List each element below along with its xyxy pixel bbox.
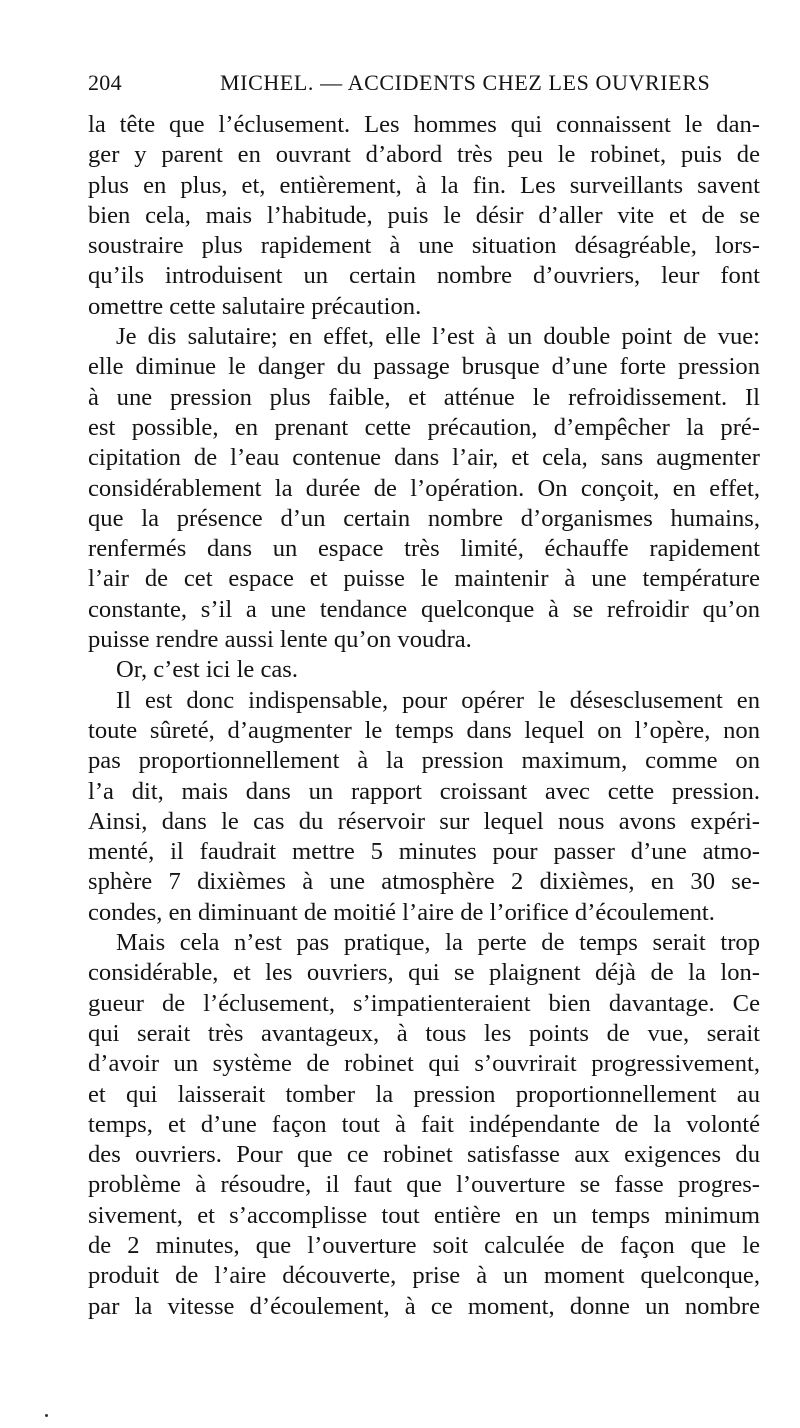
text-line: que la présence d’un certain nombre d’organismes humains,: [88, 504, 760, 532]
text-line: soustraire plus rapidement à une situation désagréable, lors-: [88, 232, 760, 260]
paragraph-first-line: Il est donc indispensable, pour opérer le désesclusement en: [116, 686, 760, 714]
text-line: l’air de cet espace et puisse le maintenir à une température: [88, 565, 760, 593]
text-line: menté, il faudrait mettre 5 minutes pour passer d’une atmo-: [88, 838, 760, 866]
text-line: à une pression plus faible, et atténue le refroidissement. Il: [88, 383, 760, 411]
text-line: plus en plus, et, entièrement, à la fin. Les surveillants savent: [88, 171, 760, 199]
text-line: sphère 7 dixièmes à une atmosphère 2 dixièmes, en 30 se-: [88, 868, 760, 896]
text-line: considérablement la durée de l’opération. On conçoit, en effet,: [88, 474, 760, 502]
text-line: des ouvriers. Pour que ce robinet satisfasse aux exigences du: [88, 1141, 760, 1169]
text-line: temps, et d’une façon tout à fait indépendante de la volonté: [88, 1110, 760, 1138]
text-line: elle diminue le danger du passage brusque d’une forte pression: [88, 353, 760, 381]
text-line: cipitation de l’eau contenue dans l’air, et cela, sans augmenter: [88, 444, 760, 472]
text-line: l’a dit, mais dans un rapport croissant avec cette pression.: [88, 777, 760, 805]
text-line: de 2 minutes, que l’ouverture soit calculée de façon que le: [88, 1231, 760, 1259]
running-title: MICHEL. — ACCIDENTS CHEZ LES OUVRIERS: [220, 70, 711, 95]
text-line: qu’ils introduisent un certain nombre d’ouvriers, leur font: [88, 262, 760, 290]
running-head: [88, 70, 760, 104]
text-line: bien cela, mais l’habitude, puis le désir d’aller vite et de se: [88, 201, 760, 229]
text-line: problème à résoudre, il faut que l’ouverture se fasse progres-: [88, 1171, 760, 1199]
text-line: Ainsi, dans le cas du réservoir sur lequel nous avons expéri-: [88, 807, 760, 835]
paragraph-first-line: Mais cela n’est pas pratique, la perte de temps serait trop: [116, 929, 760, 957]
text-line: est possible, en prenant cette précaution, d’empêcher la pré-: [88, 413, 760, 441]
text-line: renfermés dans un espace très limité, échauffe rapidement: [88, 535, 760, 563]
text-line: omettre cette salutaire précaution.: [88, 292, 422, 320]
text-line: considérable, et les ouvriers, qui se plaignent déjà de la lon-: [88, 959, 760, 987]
text-line: toute sûreté, d’augmenter le temps dans lequel on l’opère, non: [88, 716, 760, 744]
text-line: condes, en diminuant de moitié l’aire de l’orifice d’écoulement.: [88, 898, 715, 926]
text-line: ger y parent en ouvrant d’abord très peu le robinet, puis de: [88, 141, 760, 169]
text-line: pas proportionnellement à la pression maximum, comme on: [88, 747, 760, 775]
text-line: puisse rendre aussi lente qu’on voudra.: [88, 626, 472, 654]
text-line: qui serait très avantageux, à tous les points de vue, serait: [88, 1019, 760, 1047]
text-line: par la vitesse d’écoulement, à ce moment, donne un nombre: [88, 1292, 760, 1320]
text-line: d’avoir un système de robinet qui s’ouvrirait progressivement,: [88, 1050, 760, 1078]
paragraph-first-line: Or, c’est ici le cas.: [116, 656, 299, 684]
paragraph-first-line: Je dis salutaire; en effet, elle l’est à un double point de vue:: [116, 323, 760, 351]
text-line: constante, s’il a une tendance quelconque à se refroidir qu’on: [88, 595, 760, 623]
text-line: sivement, et s’accomplisse tout entière en un temps minimum: [88, 1201, 760, 1229]
text-line: produit de l’aire découverte, prise à un moment quelconque,: [88, 1262, 760, 1290]
paper-speck: [45, 1414, 48, 1417]
text-line: gueur de l’éclusement, s’impatienteraient bien davantage. Ce: [88, 989, 760, 1017]
body-text: [88, 110, 760, 1322]
page-number: 204: [88, 70, 122, 95]
text-line: la tête que l’éclusement. Les hommes qui connaissent le dan-: [88, 111, 760, 138]
text-line: et qui laisserait tomber la pression proportionnellement au: [88, 1080, 760, 1108]
